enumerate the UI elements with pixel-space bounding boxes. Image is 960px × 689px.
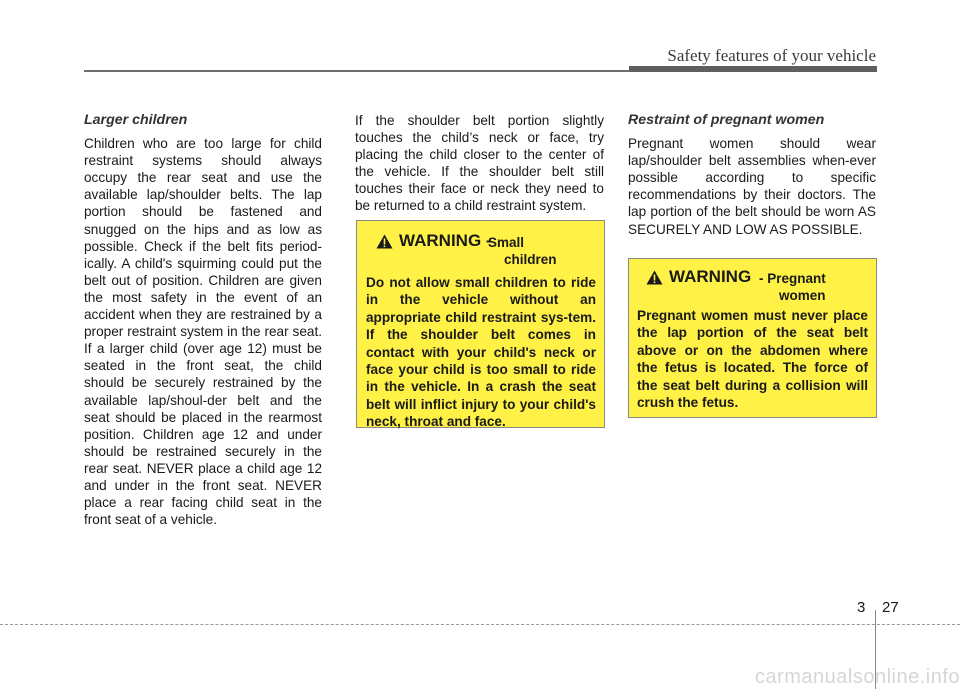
- page-number: 27: [882, 599, 899, 616]
- paragraph-shoulder-belt: If the shoulder belt portion slightly touches the child’s neck or face, try placing the child closer to the center of the vehicle. If the shoulder belt still touches their face or neck they need to be returned to a child restraint system.: [355, 113, 604, 214]
- footer-divider: [0, 624, 960, 625]
- warning-subject-line1: Small: [488, 235, 525, 250]
- column-larger-children: [84, 112, 322, 528]
- warning-triangle-icon: [646, 270, 663, 285]
- section-title: Safety features of your vehicle: [667, 46, 876, 65]
- warning-label: WARNING -: [399, 231, 492, 250]
- paragraph-larger-children: Children who are too large for child restraint systems should always occupy the rear seat and use the available lap/shoulder belts. The lap portion should be fastened and snugged on the hips and as low as possible. Check if the belt fits period-ically. A child's squirming could put the belt out of position. Children are given the most safety in the event of an accident when they are restrained by a proper restraint system in the rear seat. If a larger child (over age 12) must be seated in the front seat, the child should be securely restrained by the available lap/shoul-der belt and the seat should be placed in the rearmost position. Children age 12 and under should be restrained securely in the rear seat. NEVER place a child age 12 and under in the front seat. NEVER place a rear facing child seat in the front seat of a vehicle.: [84, 136, 322, 528]
- warning-box-pregnant-women: [628, 258, 877, 418]
- warning-box-small-children: [356, 220, 605, 428]
- warning-label: WARNING: [669, 267, 752, 286]
- warning-header: [637, 267, 868, 307]
- chapter-number: 3: [857, 599, 866, 616]
- paragraph-pregnant-women: Pregnant women should wear lap/shoulder belt assemblies when-ever possible according to specific recommendations by their doctors. The lap portion of the belt should be worn AS SECURELY AND LOW AS POSSIBLE.: [628, 136, 876, 237]
- warning-subject-line2: children: [504, 252, 557, 267]
- warning-text: Pregnant women must never place the lap portion of the seat belt above or on the abdomen where the fetus is located. The force of the seat belt during a collision will crush the fetus.: [637, 308, 868, 411]
- header-rule-bold: [629, 66, 877, 72]
- column-pregnant-women: [628, 112, 876, 238]
- heading-pregnant-women: Restraint of pregnant women: [628, 112, 825, 128]
- column-shoulder-belt: [355, 112, 604, 215]
- warning-text: Do not allow small children to ride in the vehicle without an appropriate child restraint sys-tem. If the shoulder belt comes in contact with your child's neck or face your child is too small to ride in the vehicle. In a crash the seat belt will inflict injury to your child's neck, throat and face.: [366, 275, 596, 430]
- warning-triangle-icon: [376, 234, 393, 249]
- watermark: carmanualsonline.info: [754, 666, 960, 688]
- heading-larger-children: Larger children: [84, 112, 188, 128]
- warning-subject-line1: - Pregnant: [759, 271, 826, 286]
- warning-subject-line2: women: [779, 288, 826, 303]
- header-rule: [84, 70, 629, 72]
- warning-header: [366, 231, 596, 274]
